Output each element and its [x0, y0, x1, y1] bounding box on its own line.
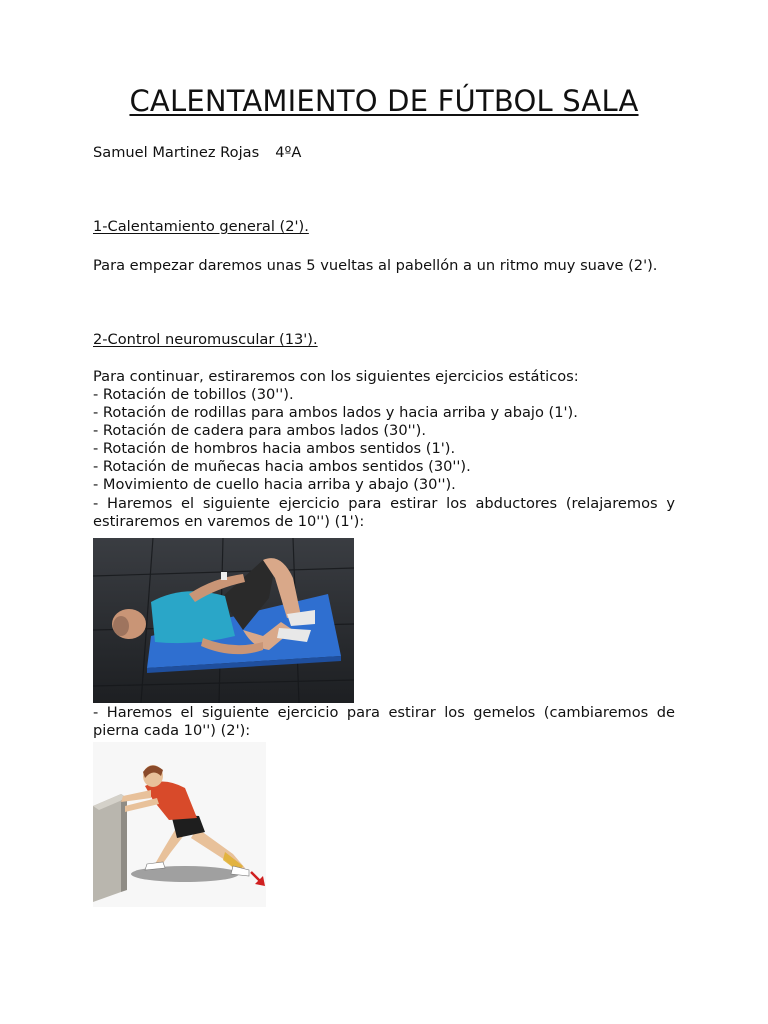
author-name: Samuel Martinez Rojas: [93, 144, 260, 161]
section-1-body: Para empezar daremos unas 5 vueltas al pabellón a un ritmo muy suave (2').: [93, 257, 658, 274]
section-2-intro: Para continuar, estiraremos con los siguientes ejercicios estáticos:: [93, 368, 579, 385]
list-item: - Rotación de tobillos (30'').: [93, 386, 294, 403]
section-2-heading: 2-Control neuromuscular (13').: [93, 331, 318, 348]
abductor-photo-illustration: [93, 538, 354, 703]
section-1-heading: 1-Calentamiento general (2').: [93, 218, 309, 235]
class-group: 4ºA: [275, 144, 302, 161]
list-item: - Haremos el siguiente ejercicio para estirar los abductores (relajaremos y estiraremos en varemos de 10'') (1'):: [93, 494, 675, 530]
document-title: CALENTAMIENTO DE FÚTBOL SALA: [129, 84, 639, 118]
list-item: - Rotación de cadera para ambos lados (30'').: [93, 422, 426, 440]
list-item: - Rotación de rodillas para ambos lados y hacia arriba y abajo (1').: [93, 404, 578, 422]
list-item: - Rotación de muñecas hacia ambos sentidos (30'').: [93, 458, 471, 476]
list-item: - Rotación de hombros hacia ambos sentidos (1').: [93, 440, 456, 458]
list-item: - Movimiento de cuello hacia arriba y abajo (30'').: [93, 476, 456, 494]
abductor-stretch-photo: [93, 538, 354, 703]
gemelos-exercise-text: - Haremos el siguiente ejercicio para estirar los gemelos (cambiaremos de pierna cada 10'') (2'):: [93, 704, 675, 739]
calf-stretch-photo: [93, 742, 266, 907]
calf-photo-illustration: [93, 742, 266, 907]
author-line: [93, 144, 675, 162]
exercise-list: [93, 386, 675, 531]
